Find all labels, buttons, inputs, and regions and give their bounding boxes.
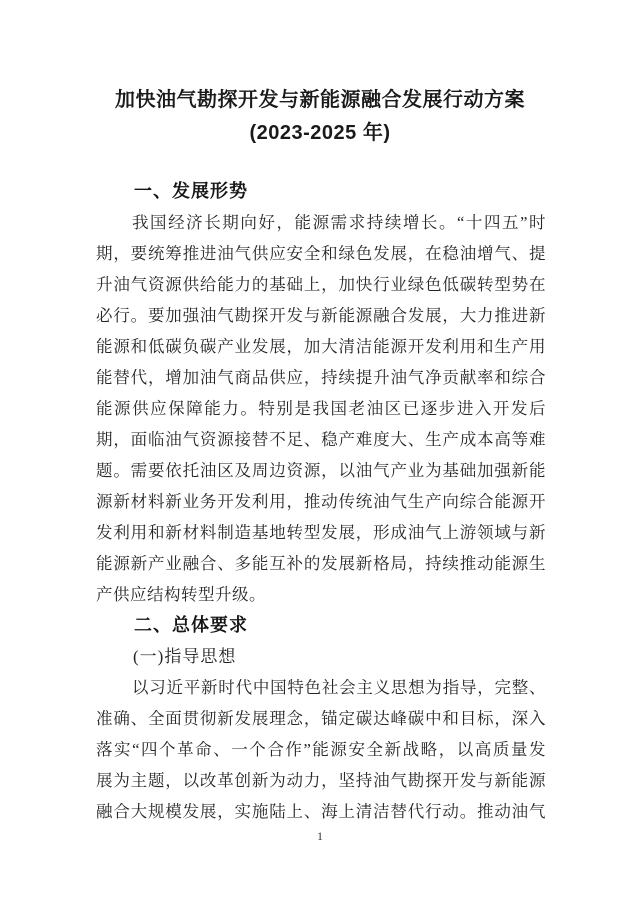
- text-line: 期，要统筹推进油气供应安全和绿色发展，在稳油增气、提: [96, 244, 546, 263]
- text-line: 必行。要加强油气勘探开发与新能源融合发展，大力推进新: [96, 306, 546, 325]
- section-heading: 二、总体要求: [134, 615, 248, 635]
- text-line: 以习近平新时代中国特色社会主义思想为指导，完整、: [132, 678, 546, 697]
- text-line: 能源新产业融合、多能互补的发展新格局，持续推动能源生: [96, 554, 546, 573]
- text-line: 能源供应保障能力。特别是我国老油区已逐步进入开发后: [96, 399, 546, 418]
- text-line: 能源和低碳负碳产业发展，加大清洁能源开发利用和生产用: [96, 337, 546, 356]
- sub-heading: (一)指导思想: [133, 647, 237, 666]
- page-number: 1: [317, 829, 323, 843]
- text-line: 发利用和新材料制造基地转型发展，形成油气上游领域与新: [96, 523, 546, 542]
- text-line: 我国经济长期向好，能源需求持续增长。“十四五”时: [132, 213, 546, 232]
- text-line: 落实“四个革命、一个合作”能源安全新战略，以高质量发: [96, 740, 546, 759]
- text-line: 题。需要依托油区及周边资源，以油气产业为基础加强新能: [96, 461, 546, 480]
- text-line: 产供应结构转型升级。: [96, 585, 266, 604]
- text-line: 期，面临油气资源接替不足、稳产难度大、生产成本高等难: [96, 430, 546, 449]
- title-block: [0, 84, 640, 150]
- text-line: 能替代，增加油气商品供应，持续提升油气净贡献率和综合: [96, 368, 546, 387]
- text-line: 展为主题，以改革创新为动力，坚持油气勘探开发与新能源: [96, 771, 546, 790]
- text-line: 融合大规模发展，实施陆上、海上清洁替代行动。推动油气: [96, 802, 546, 821]
- section-heading: 一、发展形势: [134, 181, 248, 201]
- text-line: 源新材料新业务开发利用，推动传统油气生产向综合能源开: [96, 492, 546, 511]
- document-subtitle: (2023-2025 年): [249, 122, 391, 144]
- document-title: 加快油气勘探开发与新能源融合发展行动方案: [115, 89, 525, 111]
- document-body: [96, 176, 546, 827]
- text-line: 准确、全面贯彻新发展理念，锚定碳达峰碳中和目标，深入: [96, 709, 546, 728]
- text-line: 升油气资源供给能力的基础上，加快行业绿色低碳转型势在: [96, 275, 546, 294]
